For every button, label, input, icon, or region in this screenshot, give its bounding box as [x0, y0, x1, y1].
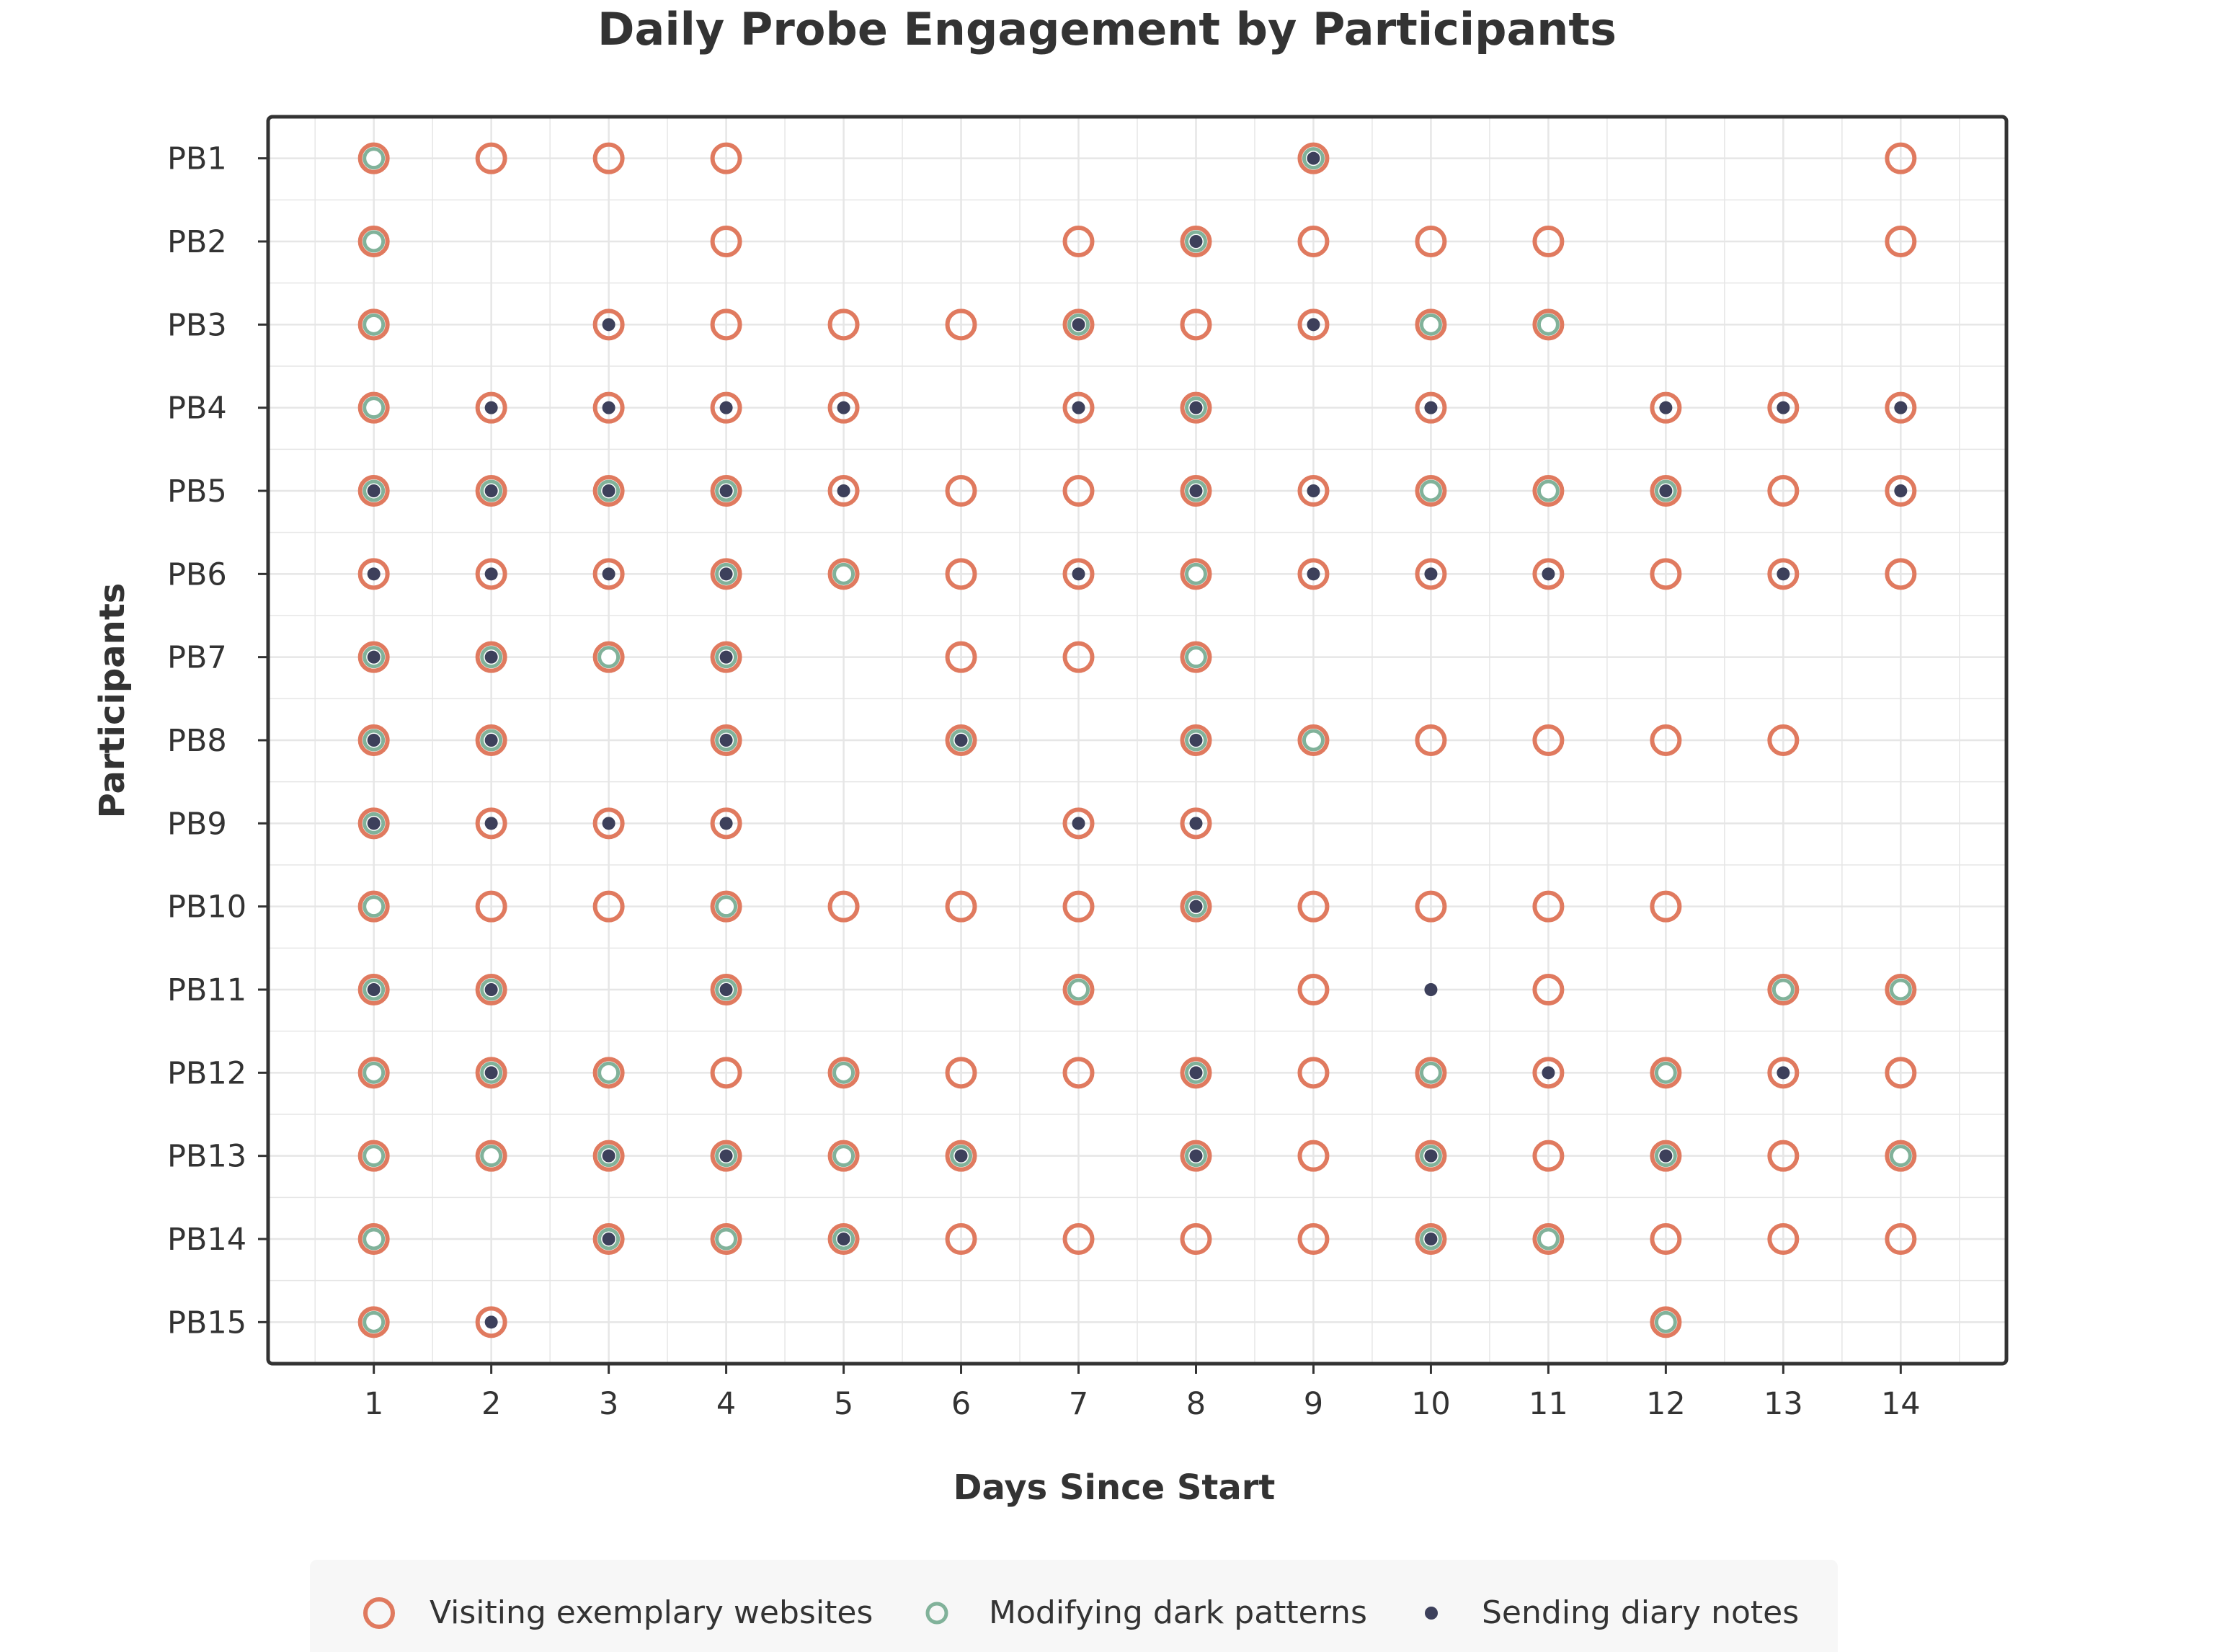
x-tick-label: 11 [1529, 1386, 1568, 1422]
y-tick-label: PB5 [167, 474, 227, 510]
diary-marker [485, 817, 498, 830]
y-tick-label: PB1 [167, 141, 227, 177]
diary-marker [485, 734, 498, 747]
x-tick-label: 7 [1068, 1386, 1089, 1422]
diary-marker [1307, 484, 1320, 497]
x-tick-label: 3 [598, 1386, 619, 1422]
y-tick-label: PB6 [167, 556, 227, 593]
chart-title: Daily Probe Engagement by Participants [597, 3, 1617, 55]
diary-marker [1189, 235, 1202, 248]
diary-marker [368, 651, 381, 664]
diary-marker [1189, 484, 1202, 497]
diary-marker [603, 484, 615, 497]
diary-marker [1072, 401, 1085, 414]
diary-marker [1189, 1150, 1202, 1163]
diary-marker [720, 983, 733, 996]
diary-marker [720, 734, 733, 747]
diary-marker [485, 1066, 498, 1079]
x-tick-label: 13 [1763, 1386, 1803, 1422]
diary-marker [603, 817, 615, 830]
diary-marker [485, 567, 498, 580]
diary-marker [1894, 401, 1907, 414]
diary-marker [603, 1150, 615, 1163]
diary-marker [720, 651, 733, 664]
diary-marker [1777, 1066, 1790, 1079]
diary-marker [1894, 484, 1907, 497]
y-tick-label: PB4 [167, 390, 227, 427]
x-tick-label: 4 [716, 1386, 737, 1422]
diary-marker [1659, 401, 1672, 414]
diary-marker [1189, 1066, 1202, 1079]
y-tick-label: PB10 [167, 889, 247, 925]
x-tick-label: 8 [1186, 1386, 1206, 1422]
diary-marker [955, 1150, 968, 1163]
legend [310, 1560, 1838, 1652]
diary-marker [1189, 900, 1202, 913]
diary-marker [720, 1150, 733, 1163]
x-tick-label: 14 [1880, 1386, 1921, 1422]
diary-marker [368, 567, 381, 580]
diary-marker [368, 484, 381, 497]
x-tick-label: 1 [363, 1386, 384, 1422]
y-tick-label: PB9 [167, 806, 227, 843]
y-tick-label: PB11 [167, 972, 247, 1008]
diary-marker [1424, 983, 1437, 996]
diary-marker [1307, 318, 1320, 331]
diary-marker [485, 401, 498, 414]
grid [268, 117, 2006, 1364]
y-tick-label: PB2 [167, 224, 227, 260]
legend-diary-marker [1425, 1607, 1438, 1620]
diary-marker [603, 401, 615, 414]
diary-marker [837, 401, 850, 414]
diary-marker [955, 734, 968, 747]
y-tick-label: PB14 [167, 1222, 247, 1258]
y-tick-label: PB15 [167, 1305, 247, 1341]
x-tick-label: 5 [833, 1386, 854, 1422]
y-tick-labels [167, 141, 268, 1341]
legend-visiting-label: Visiting exemplary websites [430, 1594, 873, 1631]
diary-marker [1542, 1066, 1555, 1079]
diary-marker [603, 1233, 615, 1245]
diary-marker [1189, 401, 1202, 414]
diary-marker [368, 817, 381, 830]
y-tick-label: PB7 [167, 639, 227, 676]
diary-marker [720, 567, 733, 580]
x-tick-label: 6 [951, 1386, 972, 1422]
x-tick-label: 12 [1646, 1386, 1686, 1422]
diary-marker [1189, 734, 1202, 747]
diary-marker [368, 734, 381, 747]
legend-item-visiting [365, 1594, 873, 1631]
diary-marker [1542, 567, 1555, 580]
legend-item-modifying [928, 1594, 1367, 1631]
diary-marker [1424, 401, 1437, 414]
diary-marker [837, 484, 850, 497]
diary-marker [720, 817, 733, 830]
legend-modifying-label: Modifying dark patterns [989, 1594, 1367, 1631]
y-axis-label: Participants [92, 582, 133, 819]
x-axis-label: Days Since Start [953, 1467, 1276, 1508]
diary-marker [603, 567, 615, 580]
diary-marker [485, 484, 498, 497]
y-tick-label: PB13 [167, 1138, 247, 1175]
diary-marker [1424, 1150, 1437, 1163]
diary-marker [1307, 152, 1320, 165]
diary-marker [1659, 484, 1672, 497]
diary-marker [1072, 567, 1085, 580]
diary-marker [485, 983, 498, 996]
diary-marker [1072, 318, 1085, 331]
diary-marker [720, 401, 733, 414]
diary-marker [1189, 817, 1202, 830]
y-tick-label: PB8 [167, 723, 227, 759]
diary-marker [485, 651, 498, 664]
diary-marker [1072, 817, 1085, 830]
diary-marker [1424, 1233, 1437, 1245]
diary-marker [1777, 401, 1790, 414]
diary-marker [603, 318, 615, 331]
diary-marker [720, 484, 733, 497]
diary-marker [368, 983, 381, 996]
y-tick-label: PB12 [167, 1055, 247, 1092]
y-tick-label: PB3 [167, 307, 227, 344]
x-tick-labels [364, 1364, 1921, 1422]
x-tick-label: 2 [481, 1386, 502, 1422]
diary-marker [1307, 567, 1320, 580]
legend-diary-label: Sending diary notes [1482, 1594, 1800, 1631]
diary-marker [1424, 567, 1437, 580]
diary-marker [485, 1315, 498, 1328]
diary-marker [837, 1233, 850, 1245]
x-tick-label: 9 [1303, 1386, 1324, 1422]
diary-marker [1659, 1150, 1672, 1163]
diary-marker [1777, 567, 1790, 580]
x-tick-label: 10 [1411, 1386, 1451, 1422]
